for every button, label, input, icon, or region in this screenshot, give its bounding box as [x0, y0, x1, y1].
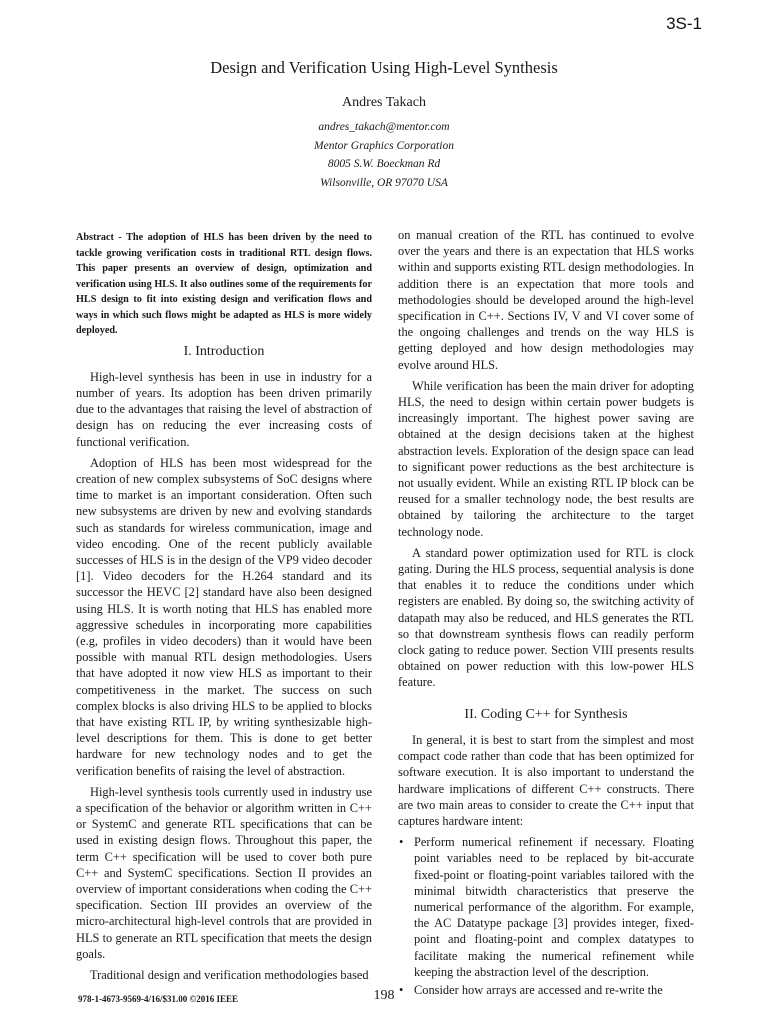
- bullet-list: [398, 834, 694, 998]
- section-1-paragraph: High-level synthesis has been in use in industry for a number of years. Its adoption has been driven primarily due to the advantages that raising the level of abstraction of design has on reducing the ever increasing costs of functional verification.: [76, 369, 372, 449]
- list-item-text: Consider how arrays are accessed and re-write the: [414, 982, 663, 997]
- affiliation-company: Mentor Graphics Corporation: [314, 139, 454, 152]
- abstract: Abstract - The adoption of HLS has been driven by the need to tackle growing verification costs in traditional RTL design flows. This paper presents an overview of design, optimization and verification using HLS. It also outlines some of the requirements for HLS design to fit into existing design and verification flows and ways in which such flows might be adapted as HLS is more widely deployed.: [76, 232, 372, 336]
- section-1-paragraph: Traditional design and verification methodologies based: [90, 968, 369, 983]
- footer-isbn: 978-1-4673-9569-4/16/$31.00 ©2016 IEEE: [78, 994, 238, 1004]
- affiliation-street: 8005 S.W. Boeckman Rd: [327, 158, 441, 170]
- list-item: [398, 834, 694, 980]
- section-2-intro: In general, it is best to start from the simplest and most compact code rather than code that has been optimized for software execution. It is also important to understand the hardware implications of different C++ constructs. There are two main areas to consider to create the C++ input that captures hardware intent:: [398, 732, 694, 828]
- right-column: [398, 227, 694, 1000]
- affiliation-block: [0, 118, 768, 192]
- page-number: 198: [373, 988, 395, 1003]
- body-paragraph: While verification has been the main driver for adopting HLS, the need to design within certain power budgets is increasingly important. The highest power saving are obtained at the design decisions taken at the highest abstraction levels. Exploration of the design space can lead to significant power reductions as the best architecture is not usually evident. While an existing RTL IP block can be reused for a smaller technology node, the best results are obtained by tailoring the architecture to the target technology node.: [398, 378, 694, 539]
- body-paragraph: A standard power optimization used for RTL is clock gating. During the HLS process, sequential analysis is done that enables it to reduce the conditions under which registers are enabled. By doing so, the switching activity of datapath may also be reduced, and HLS generates the RTL so that downstream synthesis flows can readily perform clock gating to reduce power. Section VIII presents results obtained on power reduction with this low-power HLS feature.: [398, 545, 694, 690]
- section-1-heading: I. Introduction: [183, 343, 265, 359]
- bullet-icon: •: [399, 982, 404, 997]
- list-item-text: Perform numerical refinement if necessary. Floating point variables need to be replaced by bit-accurate fixed-point or floating-point variables tailored with the minimal bitwidth characteristics that preserve the numerical performance of the algorithm. For example, the AC Datatype package [3] provides integer, fixed-point and floating-point and complex datatypes to facilitate making the numerical refinement while keeping the abstraction level of the description.: [414, 835, 694, 979]
- section-1-paragraph: Adoption of HLS has been most widespread for the creation of new complex subsystems of SoC designs where time to market is an important consideration. Often such new subsystems are driven by new and evolving standards such as standards for wireless communication, image and video encoding. One of the recent publicly available successes of HLS is in the design of the VP9 video decoder [1]. Video decoders for the H.264 standard and its successor the HEVC [2] standard have also been designed using HLS. It is worth noting that HLS has enabled more aggressive schedules in incorporating more capabilities (e.g, profiles in video decoders) than it would have been possible with manual RTL design methodologies. Users that have adopted it now view HLS as important to their competitiveness in the market. The success on such complex blocks is also driving HLS to be applied to blocks that have existing RTL IP, by writing synthesizable high-level descriptions for them. This is done to get better hardware for new technology nodes and to get the verification benefits of raising the level of abstraction.: [76, 455, 372, 778]
- section-2-heading: II. Coding C++ for Synthesis: [464, 706, 628, 722]
- section-1-paragraph: High-level synthesis tools currently used in industry use a specification of the behavior or algorithm written in C++ or SystemC and generate RTL specifications that can be used in existing design flows. Throughout this paper, the term C++ specification will be used to cover both pure C++ and SystemC specifications. Section II provides an overview of important considerations when coding the C++ specification. Section III provides an overview of the micro-architectural high-level controls that are provided in HLS to generate an RTL specification that meets the design goals.: [76, 784, 372, 961]
- author-email[interactable]: andres_takach@mentor.com: [318, 121, 450, 133]
- affiliation-city: Wilsonville, OR 97070 USA: [320, 176, 448, 189]
- left-column: [76, 230, 372, 988]
- paper-title: Design and Verification Using High-Level Synthesis: [210, 58, 558, 77]
- author-name: Andres Takach: [342, 95, 426, 110]
- bullet-icon: •: [399, 835, 404, 850]
- page-tag: 3S-1: [666, 14, 702, 33]
- continued-paragraph: on manual creation of the RTL has continued to evolve over the years and there is an expectation that HLS works within and supports existing RTL design methodologies. In addition there is an expectation that more tools and methodologies should be developed around the high-level specification in C++. Sections IV, V and VI cover some of the ongoing challenges and trends on the way HLS is getting deployed and how design methodologies may evolve around HLS.: [398, 228, 694, 372]
